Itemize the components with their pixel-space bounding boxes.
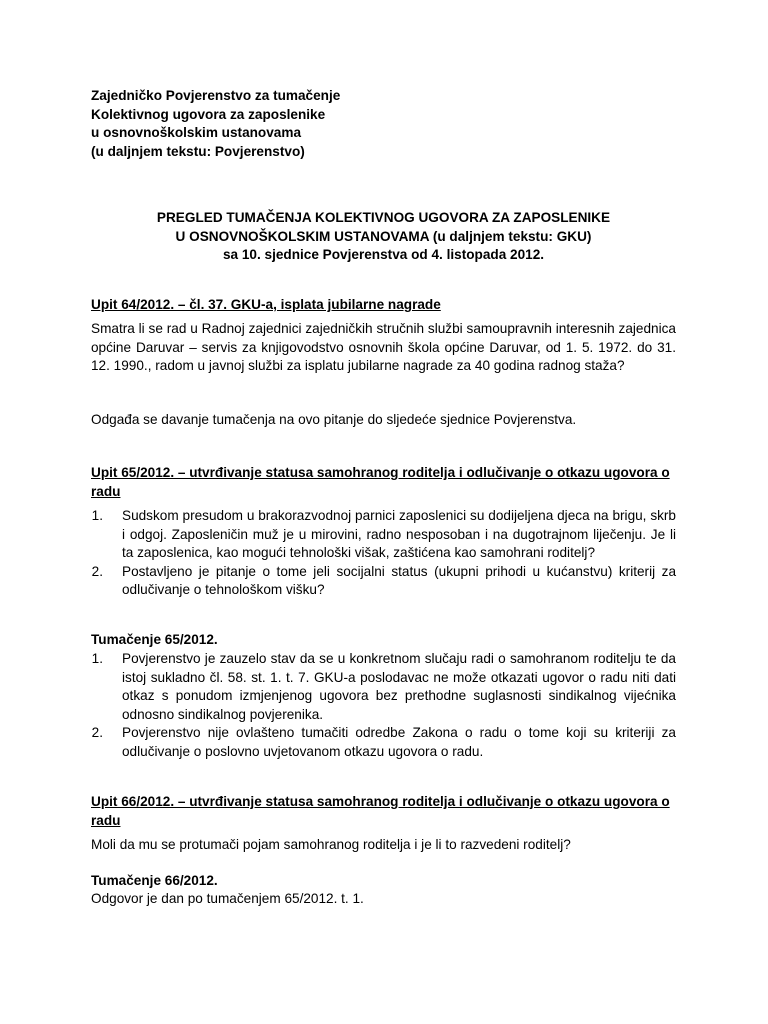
- list-text: Povjerenstvo nije ovlašteno tumačiti odredbe Zakona o radu o tome koji su kriteriji za odlučivanje o poslovno uvjetovanom otkazu ugovora o radu.: [122, 725, 676, 759]
- tumacenje-66-heading: Tumačenje 66/2012.: [91, 873, 218, 888]
- title-line: PREGLED TUMAČENJA KOLEKTIVNOG UGOVORA ZA ZAPOSLENIKE: [156, 210, 611, 225]
- list-number: 1.: [91, 508, 103, 523]
- tumacenje-65-heading: Tumačenje 65/2012.: [91, 632, 218, 647]
- upit-66-heading: Upit 66/2012. – utvrđivanje statusa samohranog roditelja i odlučivanje o otkazu ugovora o radu: [91, 794, 670, 828]
- upit-65-questions: [91, 507, 676, 600]
- title-line: sa 10. sjednice Povjerenstva od 4. listopada 2012.: [222, 247, 545, 263]
- list-item: [91, 650, 676, 724]
- list-text: Sudskom presudom u brakorazvodnoj parnici zaposlenici su dodijeljena djeca na brigu, skrb i odgoj. Zaposleničin muž je u mirovini, radno nesposoban i na dugotrajnom liječenju. Je li ta zaposlenica, kao mogući tehnološki višak, zaštićena kao samohrani roditelj?: [122, 508, 676, 561]
- issuer-line: Zajedničko Povjerenstvo za tumačenje: [91, 88, 341, 103]
- upit-66-question: Moli da mu se protumači pojam samohranog roditelja i je li to razvedeni roditelj?: [91, 837, 571, 852]
- issuer-line: u osnovnoškolskim ustanovama: [91, 125, 302, 141]
- list-item: [91, 724, 676, 761]
- issuer-line: Kolektivnog ugovora za zaposlenike: [91, 106, 326, 122]
- upit-64-question: Smatra li se rad u Radnoj zajednici zajedničkih stručnih službi samoupravnih interesnih zajednica općine Daruvar – servis za knjigovodstvo osnovnih škola općine Daruvar, od 1. 5. 1972. do 31. 12. 1990., radom u javnoj službi za isplatu jubilarne nagrade za 40 godina radnog staža?: [91, 321, 676, 374]
- list-number: 1.: [91, 651, 103, 666]
- list-text: Postavljeno je pitanje o tome jeli socijalni status (ukupni prihodi u kućanstvu) kriterij za odlučivanje o tehnološkom višku?: [122, 563, 676, 598]
- list-text: Povjerenstvo je zauzelo stav da se u konkretnom slučaju radi o samohranom roditelju te da istoj sukladno čl. 58. st. 1. t. 7. GKU-a poslodavac ne može otkazati ugovor o radu niti dati otkaz s ponudom izmjenjenog ugovora bez prethodne suglasnosti sindikalnog vijećnika odnosno sindikalnog povjerenika.: [122, 651, 676, 722]
- tumacenje-66-answer: Odgovor je dan po tumačenjem 65/2012. t. 1.: [91, 891, 364, 906]
- list-number: 2.: [91, 725, 103, 741]
- upit-64-heading: Upit 64/2012. – čl. 37. GKU-a, isplata jubilarne nagrade: [91, 297, 441, 312]
- list-item: [91, 507, 676, 563]
- tumacenje-65-answers: [91, 650, 676, 762]
- list-item: [91, 563, 676, 600]
- upit-65-heading: Upit 65/2012. – utvrđivanje statusa samohranog roditelja i odlučivanje o otkazu ugovora o radu: [91, 465, 670, 499]
- list-number: 2.: [91, 563, 103, 579]
- upit-64-answer: Odgađa se davanje tumačenja na ovo pitanje do sljedeće sjednice Povjerenstva.: [91, 412, 577, 427]
- issuer-header: [91, 87, 676, 161]
- title-line: U OSNOVNOŠKOLSKIM USTANOVAMA (u daljnjem tekstu: GKU): [175, 228, 592, 244]
- document-title: [91, 209, 676, 265]
- issuer-line: (u daljnjem tekstu: Povjerenstvo): [91, 143, 305, 159]
